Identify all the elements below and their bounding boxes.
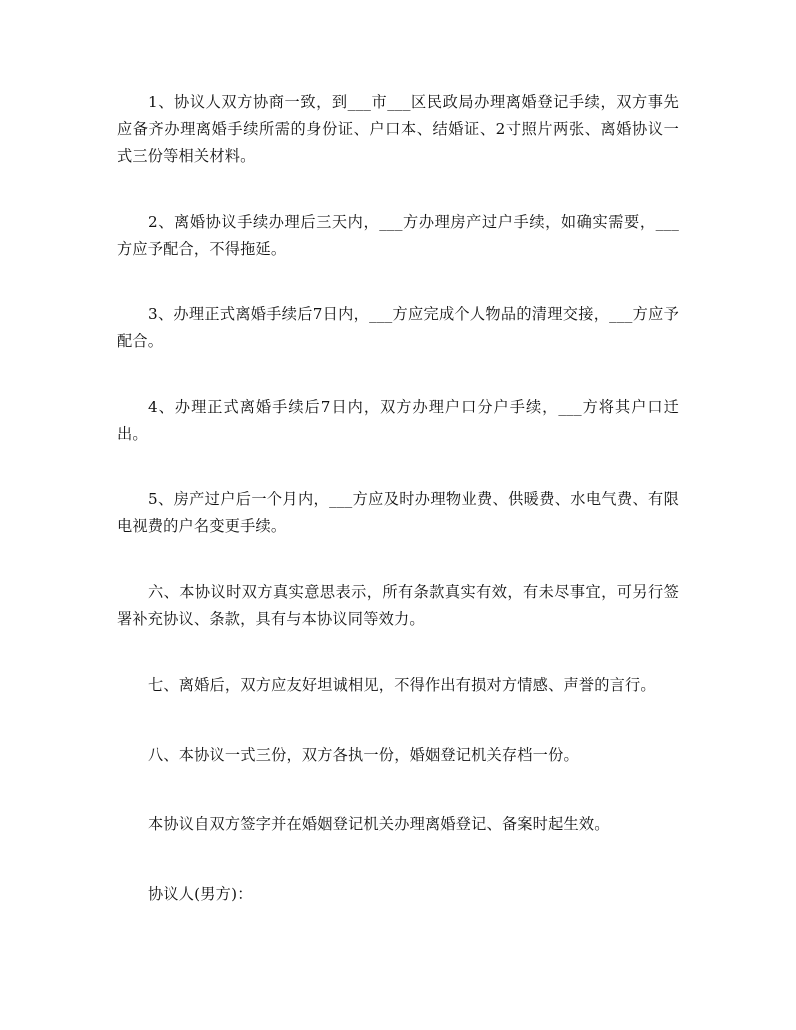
clause-2-property-transfer: 2、离婚协议手续办理后三天内，___方办理房产过户手续，如确实需要，___方应予配合，不得拖延。 xyxy=(117,213,679,258)
clause-5-utility-transfer: 5、房产过户后一个月内，___方应及时办理物业费、供暖费、水电气费、有限电视费的户名变更手续。 xyxy=(117,490,679,535)
clause-6-validity: 六、本协议时双方真实意思表示，所有条款真实有效，有未尽事宜，可另行签署补充协议、条款，具有与本协议同等效力。 xyxy=(117,583,679,628)
clause-1-registration: 1、协议人双方协商一致，到___市___区民政局办理离婚登记手续，双方事先应备齐办理离婚手续所需的身份证、户口本、结婚证、2寸照片两张、离婚协议一式三份等相关材料。 xyxy=(117,93,679,165)
clause-4-household-split: 4、办理正式离婚手续后7日内，双方办理户口分户手续，___方将其户口迁出。 xyxy=(117,398,679,443)
clause-3-personal-items: 3、办理正式离婚手续后7日内，___方应完成个人物品的清理交接，___方应予配合。 xyxy=(117,305,679,350)
effective-statement: 本协议自双方签字并在婚姻登记机关办理离婚登记、备案时起生效。 xyxy=(148,815,610,833)
clause-8-copies: 八、本协议一式三份，双方各执一份，婚姻登记机关存档一份。 xyxy=(148,746,579,764)
clause-7-conduct: 七、离婚后，双方应友好坦诚相见，不得作出有损对方情感、声誉的言行。 xyxy=(148,676,656,694)
signature-line-male: 协议人(男方)： xyxy=(148,885,253,903)
